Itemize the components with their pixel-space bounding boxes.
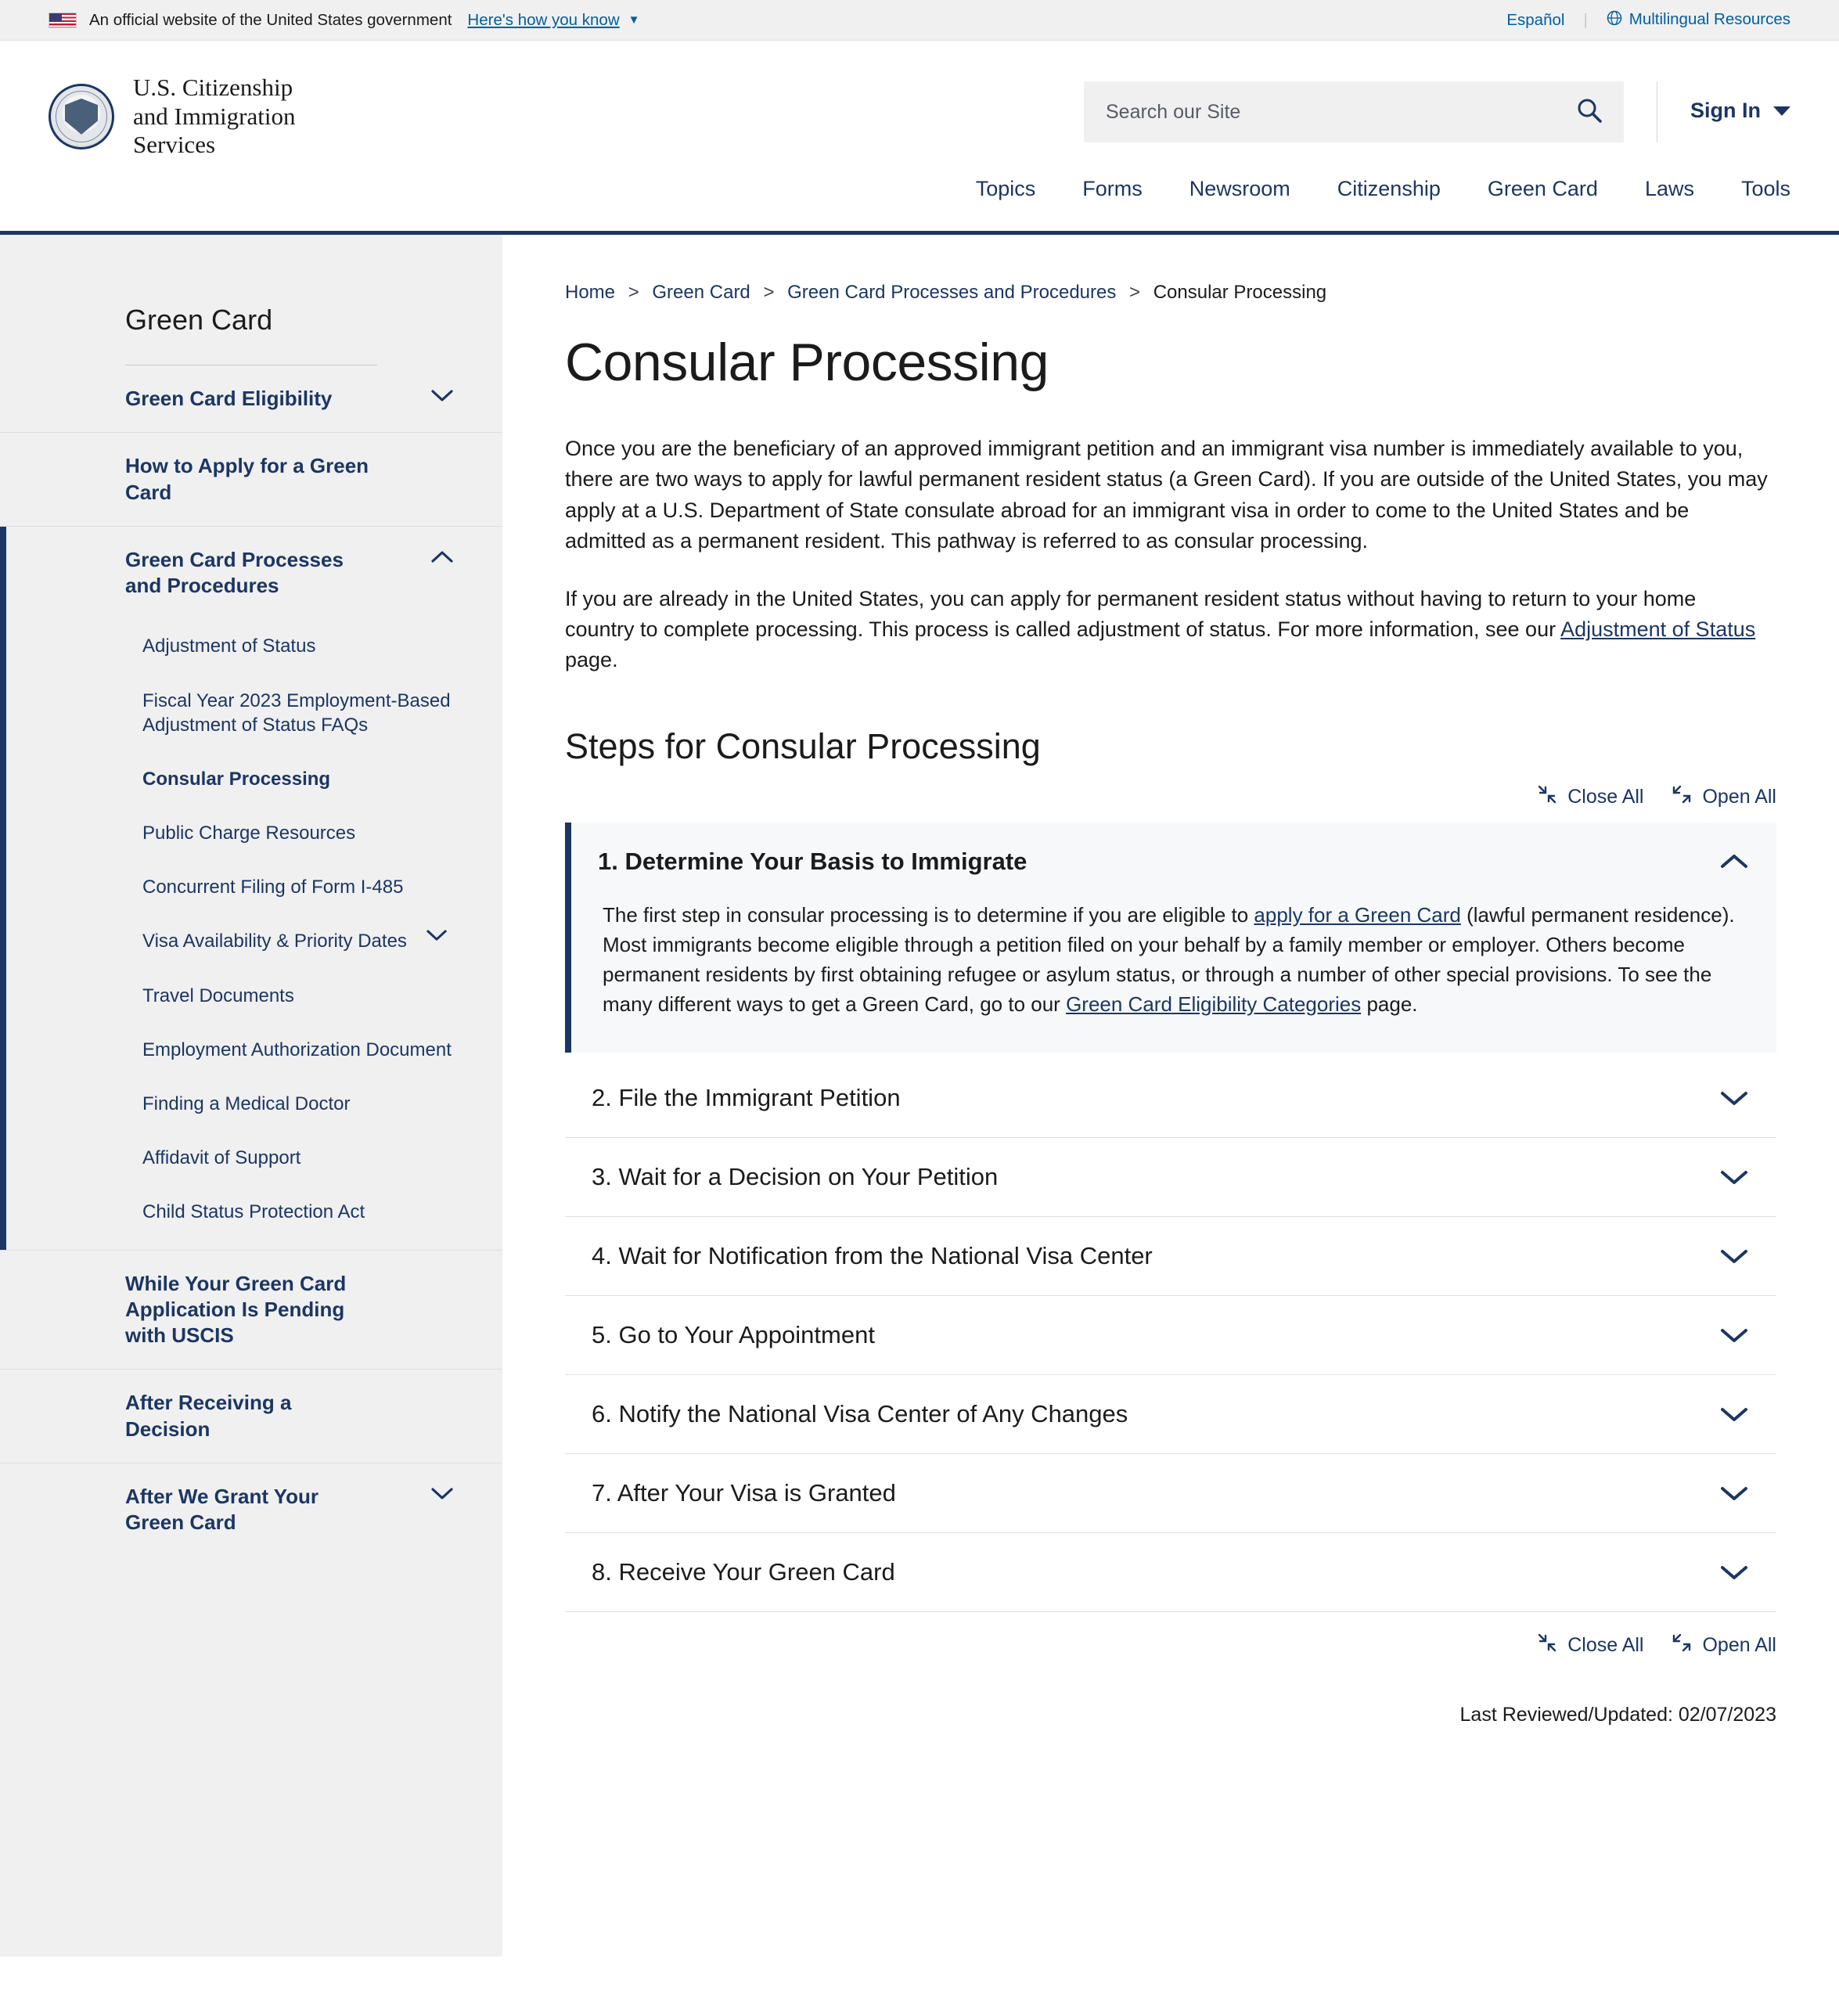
chevron-down-icon (1773, 106, 1790, 116)
sidebar-item-after-receiving-decision[interactable] (0, 1370, 502, 1463)
espanol-link[interactable]: Español (1506, 10, 1565, 29)
sidebar-item-processes-and-procedures[interactable] (6, 527, 502, 620)
accordion-title-4: 4. Wait for Notification from the National Visa Center (592, 1241, 1153, 1269)
accordion-body-1 (571, 901, 1776, 1053)
accordion-item-5 (565, 1296, 1776, 1375)
close-all-label: Close All (1567, 785, 1644, 808)
accordion-item-2 (565, 1059, 1776, 1138)
accordion-header-2[interactable] (565, 1059, 1776, 1137)
intro-paragraph-2 (565, 584, 1770, 676)
logo-line-1: U.S. Citizenship (133, 74, 293, 101)
accordion-item-4 (565, 1217, 1776, 1296)
chevron-down-icon[interactable] (1718, 1326, 1750, 1345)
site-header (0, 41, 1839, 235)
sidebar-subitem-label: Finding a Medical Doctor (142, 1093, 351, 1115)
sidebar-subitem-visa-availability[interactable] (6, 914, 502, 968)
dhs-seal-icon (49, 84, 114, 149)
sidebar-item-label: Green Card Processes and Procedures (125, 547, 344, 598)
sidebar-item-label: How to Apply for a Green Card (125, 454, 369, 504)
sidebar-subitem-employment-authorization-document[interactable] (6, 1023, 502, 1077)
sidebar-subitem-label: Public Charge Resources (142, 823, 356, 844)
sidebar-item-label: After Receiving a Decision (125, 1391, 292, 1441)
sidebar-item-green-card-eligibility[interactable] (0, 365, 502, 433)
chevron-down-icon[interactable] (1718, 1563, 1750, 1582)
sidebar-item-label: After We Grant Your Green Card (125, 1484, 319, 1535)
section-title-steps: Steps for Consular Processing (565, 725, 1041, 766)
sidebar-subitem-label: Consular Processing (142, 768, 331, 790)
intro-p2-after: page. (565, 648, 618, 672)
chevron-down-icon[interactable] (1718, 1405, 1750, 1424)
chevron-up-icon[interactable] (1718, 852, 1750, 871)
sidebar-item-how-to-apply[interactable] (0, 433, 502, 527)
sidebar-subitem-consular-processing[interactable] (6, 752, 502, 806)
breadcrumb-separator: > (763, 282, 775, 303)
gov-banner (0, 0, 1839, 41)
sidebar-item-while-pending[interactable] (0, 1250, 502, 1370)
accordion-1-text-mid: (lawful permanent residence). Most immigrants become eligible through a petition filed on your behalf by a family member or employer. Others become permanent residents by first obtaining refugee or asylum status, or through a number of other special provisions. To see the many different ways to get a Green Card, go to our (603, 902, 1735, 1016)
sidebar-item-label: While Your Green Card Application Is Pending with USCIS (125, 1271, 347, 1348)
us-flag-icon (49, 13, 77, 28)
sidebar-group-processes (0, 527, 502, 1250)
accordion-title-7: 7. After Your Visa is Granted (592, 1478, 896, 1507)
chevron-up-icon[interactable] (430, 550, 454, 564)
accordion-item-7 (565, 1454, 1776, 1533)
chevron-down-icon[interactable]: ▼ (628, 13, 640, 27)
sidebar-subitem-public-charge-resources[interactable] (6, 806, 502, 860)
accordion-controls-bottom (565, 1633, 1776, 1658)
sidebar-subitem-fy2023-faqs[interactable] (6, 674, 502, 752)
sidebar-subitem-label: Adjustment of Status (142, 635, 316, 657)
breadcrumb-separator: > (1129, 282, 1141, 303)
accordion-title-2: 2. File the Immigrant Petition (592, 1083, 901, 1111)
open-all-label: Open All (1702, 785, 1776, 808)
accordion-1-text-after: page. (1361, 992, 1418, 1016)
how-you-know-link[interactable]: Here's how you know (467, 10, 620, 29)
sidebar-subitem-affidavit-of-support[interactable] (6, 1131, 502, 1185)
apply-for-green-card-link[interactable]: apply for a Green Card (1254, 902, 1461, 927)
logo-line-2: and Immigration (133, 102, 296, 130)
accordion-header-6[interactable] (565, 1375, 1776, 1453)
search-box[interactable] (1084, 81, 1624, 142)
breadcrumb-processes[interactable]: Green Card Processes and Procedures (787, 282, 1117, 303)
open-all-button-top[interactable] (1672, 784, 1776, 810)
last-reviewed-text: Last Reviewed/Updated: 02/07/2023 (1459, 1703, 1776, 1726)
expand-icon (1672, 784, 1692, 810)
nav-item-topics[interactable]: Topics (975, 177, 1036, 200)
accordion-header-7[interactable] (565, 1454, 1776, 1532)
accordion-item-1 (565, 823, 1776, 1053)
breadcrumb-green-card[interactable]: Green Card (652, 282, 750, 303)
accordion-controls-top (565, 784, 1776, 810)
nav-item-laws[interactable]: Laws (1644, 177, 1694, 200)
accordion-header-1[interactable] (571, 823, 1776, 901)
accordion-header-5[interactable] (565, 1296, 1776, 1374)
divider: | (1583, 10, 1588, 29)
accordion-title-1: 1. Determine Your Basis to Immigrate (598, 847, 1027, 875)
nav-item-green-card[interactable]: Green Card (1487, 177, 1598, 200)
collapse-icon (1537, 1633, 1557, 1658)
accordion-header-4[interactable] (565, 1217, 1776, 1295)
nav-item-forms[interactable]: Forms (1082, 177, 1143, 200)
collapse-icon (1537, 784, 1557, 810)
steps-accordion (565, 823, 1776, 1612)
chevron-down-icon[interactable] (1718, 1484, 1750, 1503)
breadcrumb-home[interactable]: Home (565, 282, 616, 303)
open-all-button-bottom[interactable] (1672, 1633, 1776, 1658)
sidebar-subitem-label: Visa Availability & Priority Dates (142, 931, 407, 952)
close-all-button-top[interactable] (1537, 784, 1643, 810)
page-title: Consular Processing (565, 333, 1049, 392)
adjustment-of-status-link[interactable]: Adjustment of Status (1560, 617, 1756, 642)
chevron-down-icon[interactable] (426, 929, 448, 942)
close-all-label: Close All (1567, 1633, 1644, 1656)
sidebar-subitem-label: Affidavit of Support (142, 1147, 301, 1169)
intro-paragraph-1: Once you are the beneficiary of an approved immigrant petition and an immigrant visa number is immediately available to you, there are two ways to apply for lawful permanent resident status (a Green Card). If you are outside of the United States, you may apply at a U.S. Department of State consulate abroad for an immigrant visa in order to come to the United States and be admitted as a permanent resident. This pathway is referred to as consular processing. (565, 437, 1768, 553)
accordion-title-5: 5. Go to Your Appointment (592, 1320, 875, 1348)
expand-icon (1672, 1633, 1692, 1658)
accordion-header-3[interactable] (565, 1138, 1776, 1216)
multilingual-resources-link[interactable] (1607, 10, 1790, 31)
intro-p2-before: If you are already in the United States, you can apply for permanent resident status without having to return to your home country to complete processing. This process is called adjustment of status. For more information, see our (565, 586, 1697, 642)
chevron-down-icon[interactable] (1718, 1168, 1750, 1186)
close-all-button-bottom[interactable] (1537, 1633, 1643, 1658)
chevron-down-icon[interactable] (1718, 1247, 1750, 1265)
main-nav (976, 177, 1790, 201)
sidebar-subitem-label: Travel Documents (142, 985, 294, 1006)
sidebar-subitem-concurrent-filing-i485[interactable] (6, 860, 502, 914)
nav-item-citizenship[interactable]: Citizenship (1337, 177, 1441, 200)
gov-banner-text: An official website of the United States government (89, 10, 452, 29)
logo-line-3: Services (133, 131, 216, 159)
search-icon[interactable] (1575, 96, 1603, 128)
accordion-header-8[interactable] (565, 1533, 1776, 1611)
chevron-down-icon[interactable] (1718, 1089, 1750, 1107)
logo-text (133, 74, 295, 160)
multilingual-resources-label: Multilingual Resources (1628, 9, 1790, 28)
sidebar (0, 235, 502, 1957)
green-card-eligibility-categories-link[interactable]: Green Card Eligibility Categories (1066, 992, 1362, 1016)
sidebar-subitem-label: Fiscal Year 2023 Employment-Based Adjustment of Status FAQs (142, 689, 451, 736)
accordion-title-8: 8. Receive Your Green Card (592, 1557, 895, 1586)
accordion-item-6 (565, 1375, 1776, 1454)
sidebar-subitem-label: Employment Authorization Document (142, 1039, 452, 1060)
sidebar-subitem-label: Child Status Protection Act (142, 1201, 365, 1223)
breadcrumb (565, 282, 1776, 304)
sign-in-button[interactable] (1690, 81, 1790, 123)
breadcrumb-separator: > (628, 282, 639, 303)
chevron-down-icon[interactable] (430, 389, 454, 403)
sidebar-subitem-label: Concurrent Filing of Form I-485 (142, 877, 404, 898)
chevron-down-icon[interactable] (430, 1487, 454, 1501)
sidebar-title: Green Card (125, 304, 273, 336)
breadcrumb-current: Consular Processing (1153, 282, 1327, 303)
search-input[interactable] (1104, 100, 1566, 124)
accordion-item-8 (565, 1533, 1776, 1612)
sidebar-subitem-finding-a-medical-doctor[interactable] (6, 1077, 502, 1131)
sidebar-subitem-child-status-protection-act[interactable] (6, 1185, 502, 1249)
sidebar-item-after-we-grant[interactable] (0, 1463, 502, 1557)
sidebar-item-label: Green Card Eligibility (125, 387, 333, 410)
open-all-label: Open All (1702, 1633, 1776, 1656)
sidebar-subitem-travel-documents[interactable] (6, 969, 502, 1023)
accordion-item-3 (565, 1138, 1776, 1217)
gov-banner-right (1506, 10, 1790, 31)
accordion-title-3: 3. Wait for a Decision on Your Petition (592, 1162, 999, 1190)
sidebar-subitem-adjustment-of-status[interactable] (6, 619, 502, 673)
main-content (502, 235, 1839, 1957)
accordion-title-6: 6. Notify the National Visa Center of Any Changes (592, 1399, 1128, 1427)
nav-item-tools[interactable]: Tools (1740, 177, 1790, 200)
uscis-logo[interactable] (49, 74, 295, 160)
accordion-1-text-before: The first step in consular processing is to determine if you are eligible to (603, 902, 1254, 927)
sign-in-label: Sign In (1690, 99, 1761, 122)
nav-item-newsroom[interactable]: Newsroom (1189, 177, 1290, 200)
globe-icon (1607, 10, 1622, 31)
